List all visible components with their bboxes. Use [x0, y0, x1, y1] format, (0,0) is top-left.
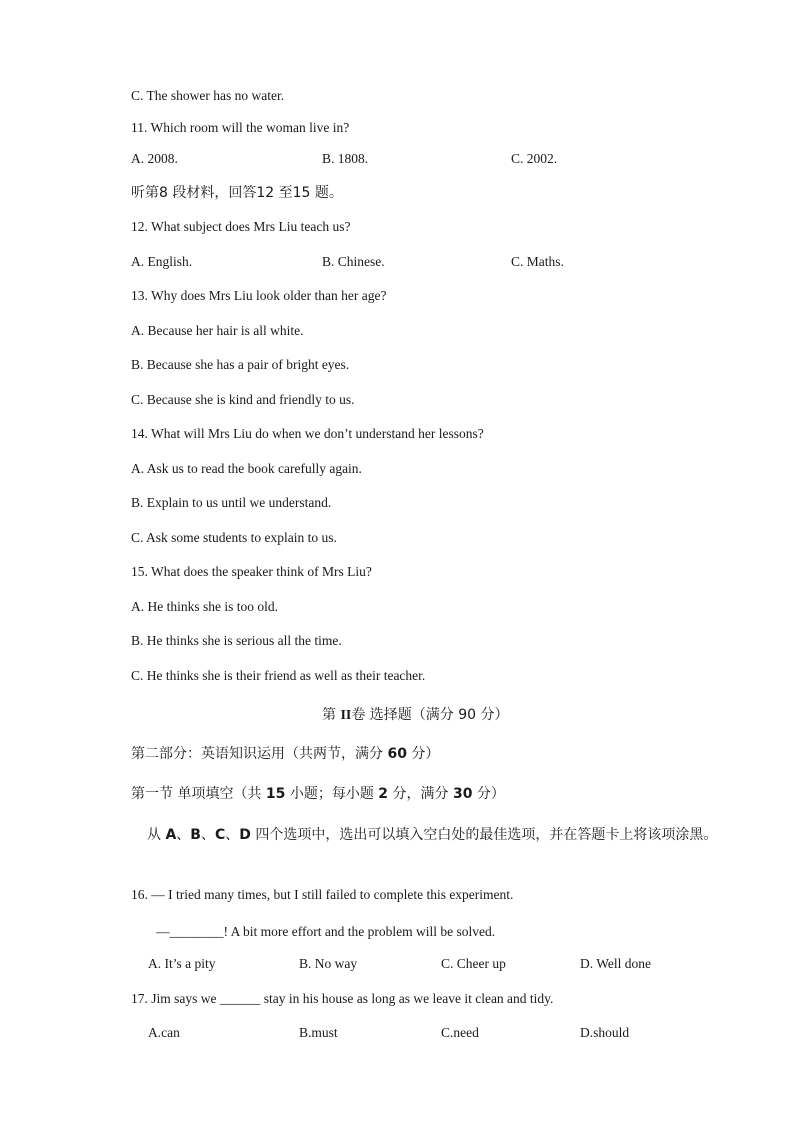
question-16: 16. — I tried many times, but I still failed to complete this experiment.	[131, 887, 514, 902]
section-1-suffix: 分）	[472, 786, 505, 802]
section-1-total-label: 分，满分	[388, 786, 453, 802]
question-12: 12. What subject does Mrs Liu teach us?	[131, 219, 351, 234]
part-2-text: 第二部分：英语知识运用（共两节，满分	[131, 746, 388, 762]
option-12a: A. English.	[131, 254, 193, 269]
question-17: 17. Jim says we ______ stay in his house as long as we leave it clean and tidy.	[131, 991, 554, 1006]
option-15a: A. He thinks she is too old.	[131, 599, 278, 614]
instructions-text: 四个选项中，选出可以填入空白处的最佳选项，并在答题卡上将该项涂黑。	[250, 827, 718, 843]
section-1-text: 第一节 单项填空（共	[131, 786, 266, 802]
option-15c: C. He thinks she is their friend as well as their teacher.	[131, 668, 426, 683]
option-11c: C. 2002.	[511, 151, 558, 166]
section-8-heading: 听第8 段材料，回答12 至15 题。	[131, 185, 343, 201]
option-16d: D. Well done	[580, 956, 652, 971]
option-12b: B. Chinese.	[322, 254, 385, 269]
option-11a: A. 2008.	[131, 151, 178, 166]
volume-2-title: 卷 选择题（满分 90 分）	[351, 707, 509, 723]
option-11b: B. 1808.	[322, 151, 369, 166]
section-1-each: 小题；每小题	[285, 786, 379, 802]
option-16b: B. No way	[299, 956, 358, 971]
volume-2-heading	[322, 706, 509, 725]
question-15: 15. What does the speaker think of Mrs Liu?	[131, 564, 372, 579]
instructions-sep: 、	[225, 827, 240, 843]
option-13b: B. Because she has a pair of bright eyes.	[131, 357, 350, 372]
instructions-b: B	[190, 827, 201, 843]
option-14a: A. Ask us to read the book carefully again.	[131, 461, 362, 476]
option-17b: B.must	[299, 1025, 338, 1040]
option-13c: C. Because she is kind and friendly to us.	[131, 392, 355, 407]
option-10c: C. The shower has no water.	[131, 88, 285, 103]
instructions-c: C	[214, 827, 226, 843]
option-15b: B. He thinks she is serious all the time.	[131, 633, 342, 648]
question-16-reply: —________! A bit more effort and the problem will be solved.	[156, 924, 496, 939]
part-2-suffix: 分）	[406, 746, 440, 762]
instructions-sep: 、	[200, 827, 215, 843]
instructions	[131, 824, 731, 846]
question-14: 14. What will Mrs Liu do when we don’t understand her lessons?	[131, 426, 484, 441]
instructions-sep: 、	[176, 827, 191, 843]
option-17a: A.can	[148, 1025, 180, 1040]
option-14b: B. Explain to us until we understand.	[131, 495, 332, 510]
option-13a: A. Because her hair is all white.	[131, 323, 304, 338]
option-14c: C. Ask some students to explain to us.	[131, 530, 337, 545]
volume-2-numeral: II	[340, 708, 352, 723]
option-16a: A. It’s a pity	[148, 956, 216, 971]
question-11: 11. Which room will the woman live in?	[131, 120, 350, 135]
section-1-heading	[131, 785, 505, 803]
option-12c: C. Maths.	[511, 254, 564, 269]
instructions-prefix: 从	[147, 827, 166, 843]
option-16c: C. Cheer up	[441, 956, 506, 971]
instructions-a: A	[165, 827, 177, 843]
part-2-heading	[131, 745, 439, 763]
section-1-total: 30	[452, 786, 473, 802]
option-17d: D.should	[580, 1025, 630, 1040]
question-13: 13. Why does Mrs Liu look older than her age?	[131, 288, 387, 303]
part-2-score: 60	[387, 746, 407, 762]
section-1-points: 2	[378, 786, 389, 802]
section-1-count: 15	[265, 786, 286, 802]
volume-2-prefix: 第	[322, 707, 341, 723]
option-17c: C.need	[441, 1025, 479, 1040]
instructions-d: D	[239, 827, 251, 843]
